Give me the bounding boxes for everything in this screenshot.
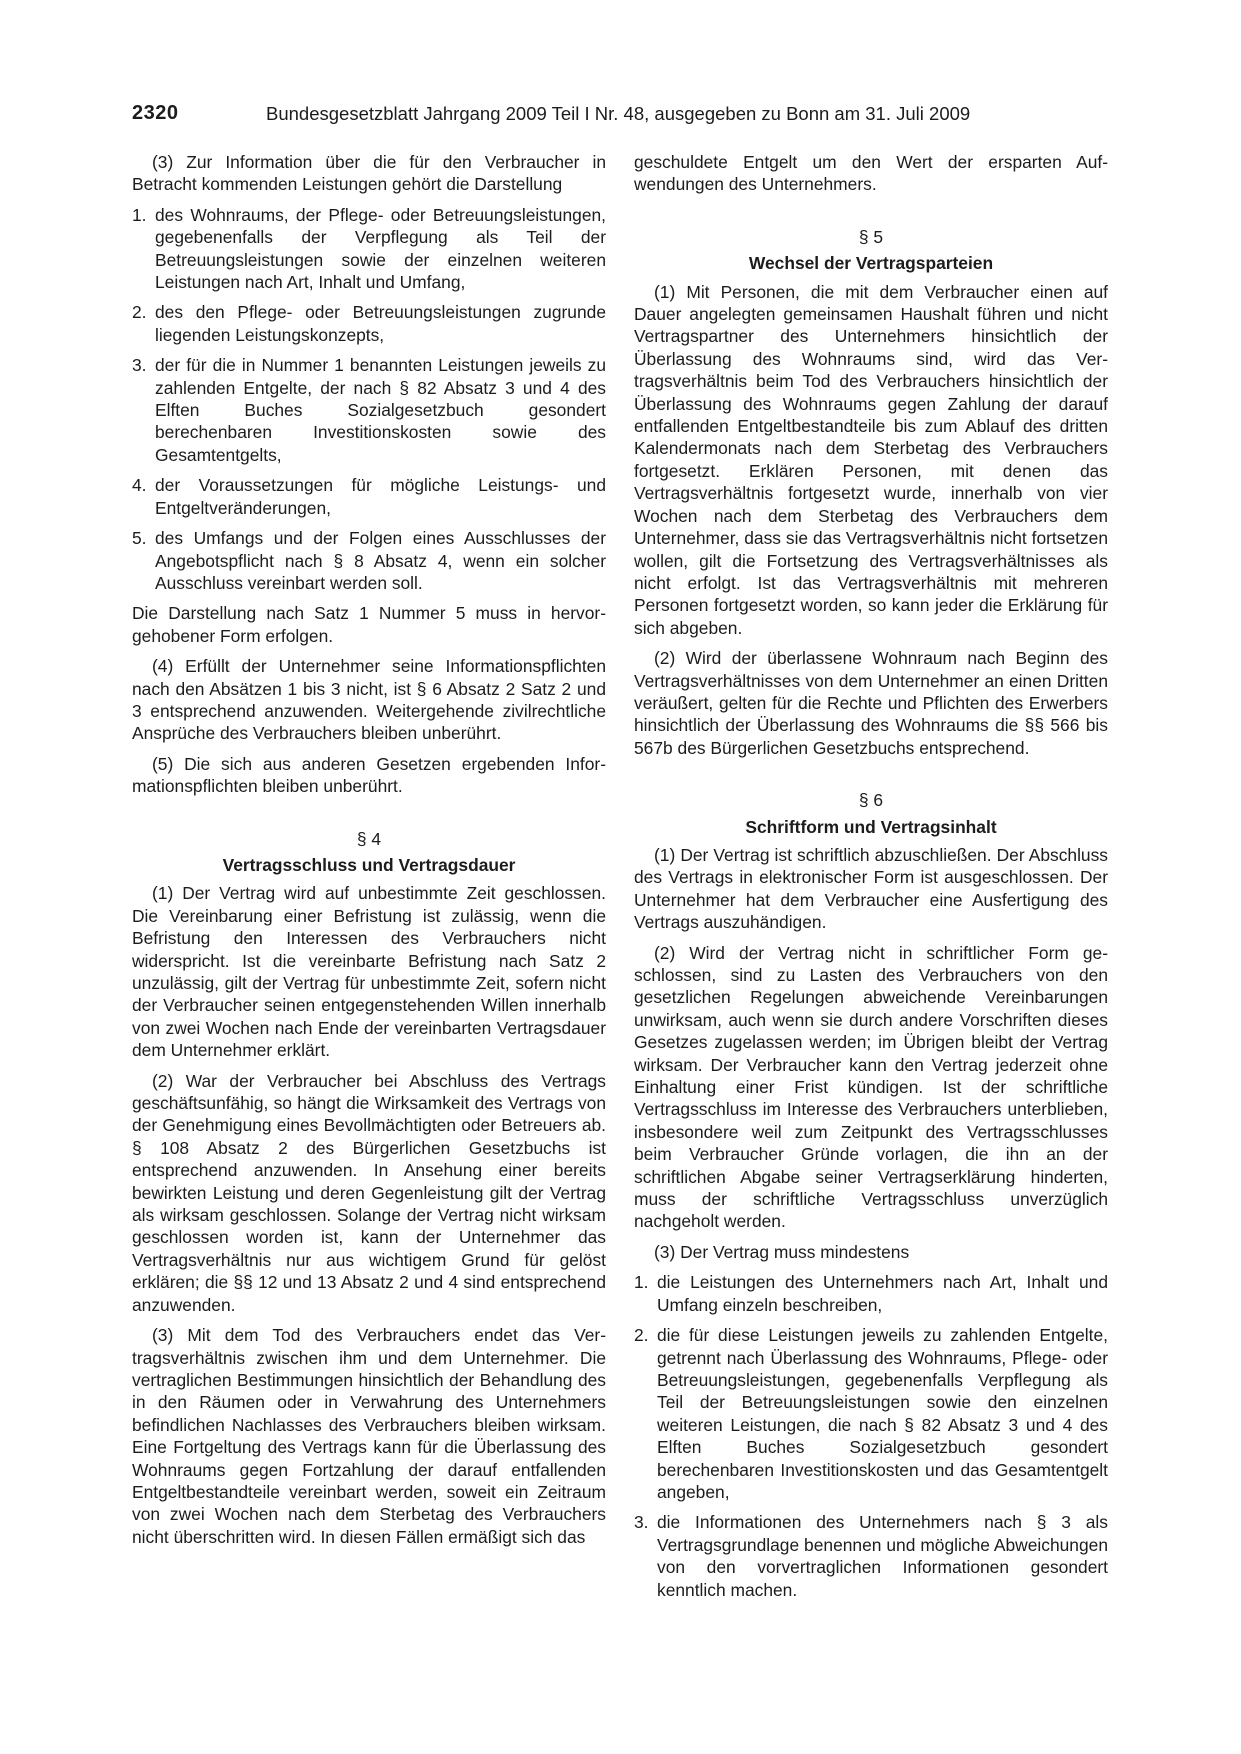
list-item-number: 3.: [634, 1512, 649, 1533]
list-item-number: 4.: [132, 475, 147, 496]
section-5-paragraph-1: (1) Mit Personen, die mit dem Verbraucher einen auf Dauer angelegten gemeinsamen Haushalt führen und nicht Vertragspartner des Unternehmers hinsichtlich der Überlassung des Wohnraums sind, wird das Vertragsverhältnis beim Tod des Verbrauchers hinsichtlich der Überlassung des Wohnraums gegen Zahlung der darauf entfallenden Entgeltbestandteile bis zum Ablauf des dritten Kalendermonats nach dem Sterbetag des Verbrauchers fortgesetzt. Erklären Personen, mit denen das Vertragsverhältnis fortgesetzt wurde, innerhalb von vier Wochen nach dem Sterbetag des Verbrauchers dem Unternehmer, dass sie das Vertragsverhältnis nicht fortsetzen wollen, gilt die Fortsetzung des Vertragsverhältnisses als nicht erfolgt. Ist das Vertragsverhältnis mit mehreren Personen fortgesetzt worden, so kann jeder die Erklärung für sich abgeben.: [634, 281, 1108, 638]
list-item-text: des Wohnraums, der Pflege- oder Betreuungsleistungen, gegebenenfalls der Verpflegung als Teil der Betreuungsleistungen sowie der einzelnen weiteren Leistungen nach Art, Inhalt und Umfang,: [155, 204, 606, 293]
right-column: [634, 151, 1108, 1609]
left-column: [132, 151, 606, 1556]
section-4-paragraph-2: (2) War der Verbraucher bei Abschluss des Vertrags geschäftsunfähig, so hängt die Wirksamkeit des Vertrags von der Genehmigung eines Bevollmächtigten oder Betreuers ab. § 108 Absatz 2 des Bürgerlichen Gesetzbuchs ist entsprechend anzuwenden. In Ansehung einer bereits bewirkten Leistung und deren Gegenleistung gilt der Vertrag als wirksam geschlossen. Solange der Vertrag nicht wirksam geschlossen worden ist, kann der Unternehmer das Vertragsverhältnis nur aus wichtigem Grund für gelöst erklären; die §§ 12 und 13 Absatz 2 und 4 sind entsprechend anzuwenden.: [132, 1070, 606, 1315]
section-6-title: Schriftform und Vertragsinhalt: [745, 816, 997, 837]
paragraph-3-intro: (3) Zur Information über die für den Verbraucher in Betracht kommenden Leistungen gehört die Darstellung: [132, 152, 606, 195]
list-item-number: 1.: [132, 204, 147, 225]
list-item: [132, 354, 606, 466]
section-6-number: § 6: [858, 790, 884, 811]
list-item-number: 3.: [132, 355, 147, 376]
paragraph-3-list: [132, 204, 606, 595]
list-item-text: des Umfangs und der Folgen eines Ausschlusses der Angebotspflicht nach § 8 Absatz 4, wenn ein solcher Ausschluss vereinbart werden soll.: [155, 528, 606, 593]
section-5-title: Wechsel der Vertragsparteien: [748, 253, 994, 274]
section-6-paragraph-1: (1) Der Vertrag ist schriftlich abzuschließen. Der Abschluss des Vertrags in elektronischer Form ist ausgeschlossen. Der Unternehmer hat dem Verbraucher eine Ausfertigung des Vertrags auszuhändigen.: [634, 844, 1108, 933]
list-item-number: 2.: [132, 302, 147, 323]
list-item-number: 2.: [634, 1325, 649, 1346]
section-4-paragraph-3: (3) Mit dem Tod des Verbrauchers endet das Vertragsverhältnis zwischen ihm und dem Unternehmer. Die vertraglichen Bestimmungen hinsichtlich der Behandlung des in den Räumen oder in Verwahrung des Unternehmers befindlichen Nachlasses des Verbrauchers bleiben wirksam. Eine Fortgeltung des Vertrags kann für die Überlassung des Wohnraums gegen Fortzahlung der darauf entfallenden Entgeltbestandteile vereinbart werden, soweit ein Zeitraum von zwei Wochen nach dem Sterbetag des Verbrauchers nicht überschritten wird. In diesen Fällen ermäßigt sich das: [132, 1325, 606, 1547]
paragraph-5: (5) Die sich aus anderen Gesetzen ergebenden Informationspflichten bleiben unberührt.: [132, 753, 606, 797]
list-item-text: des den Pflege- oder Betreuungsleistungen zugrunde liegenden Leistungskonzepts,: [155, 302, 606, 345]
list-item-text: der für die in Nummer 1 benannten Leistungen jeweils zu zahlenden Entgelte, der nach § 82 Absatz 3 und 4 des Elften Buches Sozialgesetzbuch gesondert berechenbaren Investitionskosten sowie des Gesamtentgelts,: [155, 355, 606, 465]
list-item-text: der Voraussetzungen für mögliche Leistungs- und Entgeltveränderungen,: [155, 475, 606, 518]
list-item: [132, 204, 606, 294]
list-item-text: die Leistungen des Unternehmers nach Art, Inhalt und Umfang einzeln beschreiben,: [657, 1272, 1108, 1315]
list-item-text: die für diese Leistungen jeweils zu zahlenden Entgelte, getrennt nach Überlassung des Wohnraums, Pflege- oder Betreuungsleistungen, gegebenenfalls Verpflegung als Teil der Betreuungsleistungen sowie den einzelnen weiteren Leistungen, die nach § 82 Absatz 3 und 4 des Elften Buches Sozialgesetzbuch gesondert berechenbaren Investitionskosten und das Gesamtentgelt angeben,: [657, 1325, 1108, 1502]
section-4-title: Vertragsschluss und Vertragsdauer: [222, 854, 516, 875]
list-item: [634, 1324, 1108, 1503]
list-item: [132, 301, 606, 346]
paragraph-3-after: Die Darstellung nach Satz 1 Nummer 5 muss in hervorgehobener Form erfolgen.: [132, 603, 606, 646]
list-item-text: die Informationen des Unternehmers nach § 3 als Vertragsgrundlage benennen und mögliche Abweichungen von den vorvertraglichen Informationen gesondert kenntlich machen.: [657, 1512, 1108, 1600]
paragraph-4: (4) Erfüllt der Unternehmer seine Informationspflichten nach den Absätzen 1 bis 3 nicht, ist § 6 Absatz 2 Satz 2 und 3 entsprechend anzuwenden. Weitergehende zivilrechtliche Ansprüche des Verbrauchers bleiben unberührt.: [132, 656, 606, 744]
section-5-number: § 5: [858, 226, 884, 247]
list-item: [132, 527, 606, 594]
section-6-list: [634, 1271, 1108, 1601]
section-6-paragraph-3-intro: (3) Der Vertrag muss mindestens: [654, 1241, 910, 1262]
section-4-paragraph-1: (1) Der Vertrag wird auf unbestimmte Zeit geschlossen. Die Vereinbarung einer Befristung ist zulässig, wenn die Befristung den Interessen des Verbrauchers nicht widerspricht. Ist die vereinbarte Befristung nach Satz 2 unzulässig, gilt der Vertrag für unbestimmte Zeit, sofern nicht der Verbraucher seinen entgegenstehenden Willen innerhalb von zwei Wochen nach Ende der vereinbarten Vertragsdauer dem Unternehmer erklärt.: [132, 883, 606, 1061]
section-6-paragraph-2: (2) Wird der Vertrag nicht in schriftlicher Form geschlossen, sind zu Lasten des Verbrauchers von den gesetzlichen Regelungen abweichende Vereinbarungen unwirksam, auch wenn sie durch andere Vorschriften dieses Gesetzes zugelassen werden; im Übrigen bleibt der Vertrag wirksam. Der Verbraucher kann den Vertrag jederzeit ohne Einhaltung einer Frist kündigen. Ist der schriftliche Vertragsschluss im Interesse des Verbrauchers unterblieben, insbesondere weil zum Zeitpunkt des Vertragsschlusses beim Verbraucher Gründe vorlagen, die ihn an der schriftlichen Abgabe seiner Vertragserklärung hinderten, muss der schriftliche Vertragsschluss unverzüglich nachgeholt werden.: [634, 942, 1108, 1232]
list-item: [634, 1271, 1108, 1316]
page-number: 2320: [132, 102, 179, 124]
list-item: [634, 1511, 1108, 1601]
list-item-number: 1.: [634, 1272, 649, 1293]
section-5-paragraph-2: (2) Wird der überlassene Wohnraum nach Beginn des Vertragsverhältnisses von dem Unternehmer an einen Dritten veräußert, gelten für die Rechte und Pflichten des Erwerbers hinsichtlich der Überlassung des Wohnraums die §§ 566 bis 567b des Bürgerlichen Gesetzbuchs entsprechend.: [634, 648, 1108, 758]
page-header: [132, 102, 1102, 132]
continued-text: geschuldete Entgelt um den Wert der ersparten Aufwendungen des Unternehmers.: [634, 152, 1108, 195]
section-4-number: § 4: [356, 828, 382, 849]
list-item: [132, 474, 606, 519]
running-head: Bundesgesetzblatt Jahrgang 2009 Teil I Nr. 48, ausgegeben zu Bonn am 31. Juli 2009: [266, 103, 971, 124]
list-item-number: 5.: [132, 528, 147, 549]
